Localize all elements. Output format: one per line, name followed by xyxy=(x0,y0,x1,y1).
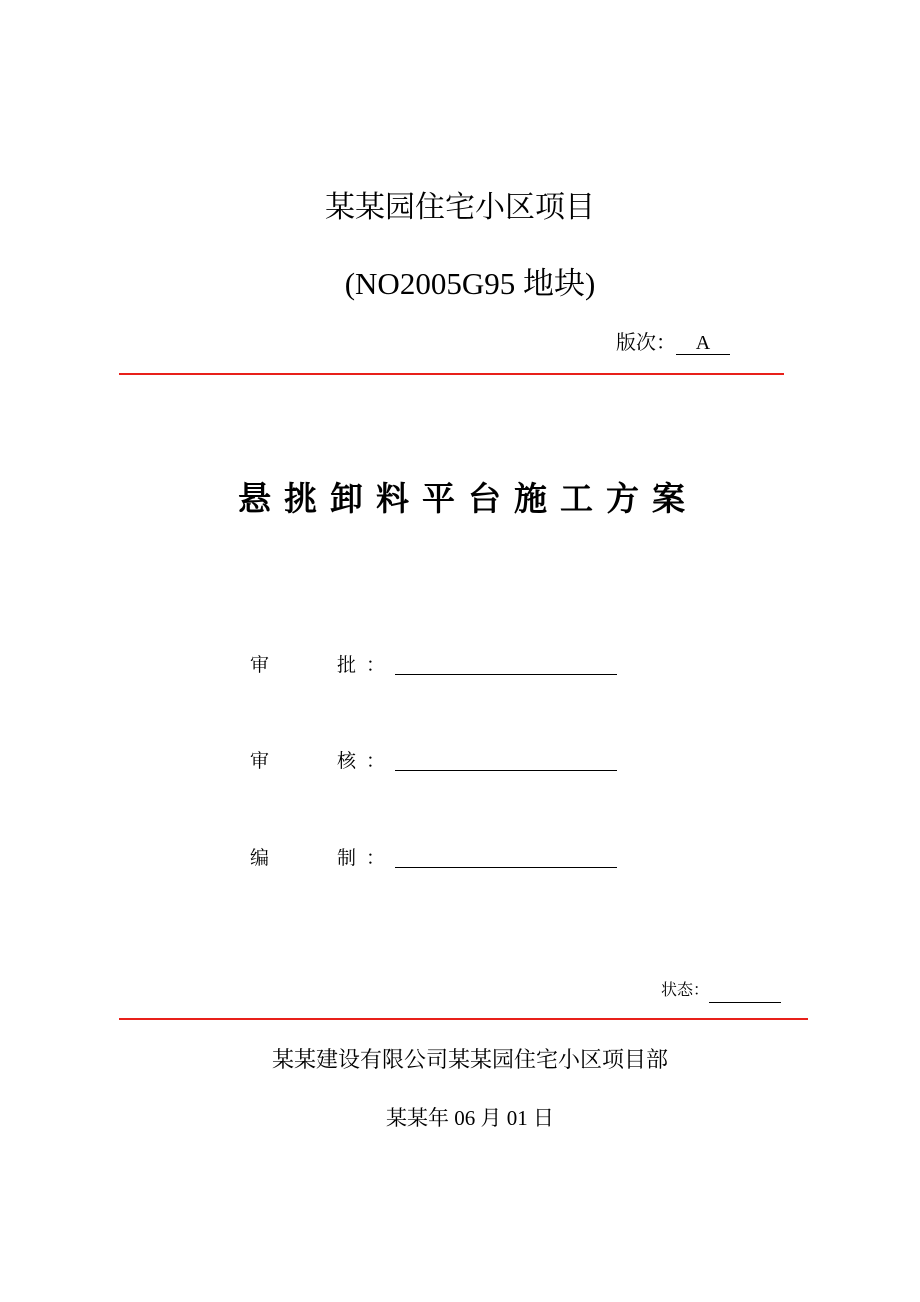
approval-colon: ： xyxy=(366,654,386,676)
status-label: 状态： xyxy=(661,980,710,999)
compiled-colon: ： xyxy=(366,847,386,869)
version-field xyxy=(616,329,730,357)
approval-label-char-2: 批 xyxy=(337,654,357,676)
review-colon: ： xyxy=(366,750,386,772)
compiled-label-char-1: 编 xyxy=(250,847,270,869)
approval-signature-line xyxy=(395,674,617,675)
bottom-red-divider xyxy=(119,1018,808,1020)
status-blank-line xyxy=(709,984,781,1003)
version-value: A xyxy=(676,332,730,355)
project-title: 某某园住宅小区项目 xyxy=(325,190,595,225)
review-label-char-2: 核 xyxy=(337,750,357,772)
review-label-char-1: 审 xyxy=(250,750,270,772)
company-name: 某某建设有限公司某某园住宅小区项目部 xyxy=(271,1048,668,1073)
status-field xyxy=(661,977,781,1003)
version-label: 版次： xyxy=(616,332,676,354)
review-signature-line xyxy=(395,770,617,771)
approval-label-char-1: 审 xyxy=(250,654,270,676)
document-title: 悬挑卸料平台施工方案 xyxy=(238,479,698,518)
document-date: 某某年 06 月 01 日 xyxy=(386,1106,554,1130)
compiled-signature-line xyxy=(395,867,617,868)
plot-number: (NO2005G95 地块) xyxy=(344,266,596,301)
top-red-divider xyxy=(119,373,784,375)
compiled-label-char-2: 制 xyxy=(337,847,357,869)
